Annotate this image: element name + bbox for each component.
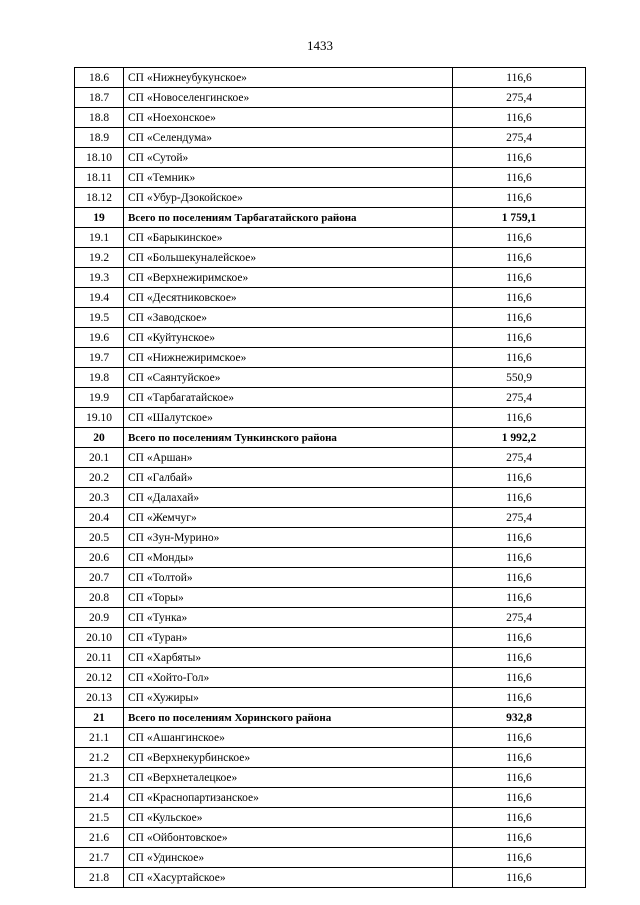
row-number-cell: 19.9 [75, 388, 124, 408]
settlement-name-cell: СП «Удинское» [124, 848, 453, 868]
row-number-cell: 21 [75, 708, 124, 728]
amount-cell: 1 992,2 [453, 428, 586, 448]
settlement-row [75, 568, 586, 588]
row-number-cell: 19.7 [75, 348, 124, 368]
settlement-name-cell: СП «Ойбонтовское» [124, 828, 453, 848]
row-number-cell: 19.4 [75, 288, 124, 308]
allocation-table [74, 67, 586, 888]
row-number-cell: 20.12 [75, 668, 124, 688]
row-number-cell: 18.11 [75, 168, 124, 188]
row-number-cell: 20.3 [75, 488, 124, 508]
row-number-cell: 20.11 [75, 648, 124, 668]
amount-cell: 116,6 [453, 748, 586, 768]
settlement-row [75, 848, 586, 868]
settlement-name-cell: СП «Хойто-Гол» [124, 668, 453, 688]
settlement-name-cell: СП «Ашангинское» [124, 728, 453, 748]
settlement-row [75, 648, 586, 668]
amount-cell: 116,6 [453, 308, 586, 328]
amount-cell: 116,6 [453, 848, 586, 868]
settlement-name-cell: СП «Барыкинское» [124, 228, 453, 248]
settlement-name-cell: СП «Далахай» [124, 488, 453, 508]
settlement-row [75, 348, 586, 368]
settlement-name-cell: СП «Саянтуйское» [124, 368, 453, 388]
settlement-name-cell: СП «Шалутское» [124, 408, 453, 428]
settlement-name-cell: СП «Аршан» [124, 448, 453, 468]
row-number-cell: 18.6 [75, 68, 124, 88]
row-number-cell: 21.8 [75, 868, 124, 888]
settlement-row [75, 68, 586, 88]
amount-cell: 116,6 [453, 588, 586, 608]
amount-cell: 116,6 [453, 188, 586, 208]
settlement-row [75, 408, 586, 428]
row-number-cell: 19.3 [75, 268, 124, 288]
row-number-cell: 21.7 [75, 848, 124, 868]
settlement-name-cell: СП «Куйтунское» [124, 328, 453, 348]
settlement-row [75, 728, 586, 748]
row-number-cell: 21.3 [75, 768, 124, 788]
settlement-row [75, 668, 586, 688]
amount-cell: 275,4 [453, 608, 586, 628]
amount-cell: 116,6 [453, 868, 586, 888]
settlement-name-cell: СП «Жемчуг» [124, 508, 453, 528]
settlement-row [75, 248, 586, 268]
amount-cell: 116,6 [453, 248, 586, 268]
row-number-cell: 18.12 [75, 188, 124, 208]
settlement-name-cell: Всего по поселениям Тункинского района [124, 428, 453, 448]
amount-cell: 116,6 [453, 528, 586, 548]
amount-cell: 116,6 [453, 488, 586, 508]
amount-cell: 116,6 [453, 268, 586, 288]
row-number-cell: 19.8 [75, 368, 124, 388]
row-number-cell: 19.1 [75, 228, 124, 248]
row-number-cell: 21.6 [75, 828, 124, 848]
settlement-name-cell: СП «Верхнеталецкое» [124, 768, 453, 788]
settlement-name-cell: СП «Хужиры» [124, 688, 453, 708]
row-number-cell: 18.9 [75, 128, 124, 148]
settlement-name-cell: СП «Заводское» [124, 308, 453, 328]
row-number-cell: 21.1 [75, 728, 124, 748]
amount-cell: 116,6 [453, 108, 586, 128]
settlement-row [75, 128, 586, 148]
amount-cell: 932,8 [453, 708, 586, 728]
amount-cell: 116,6 [453, 648, 586, 668]
settlement-name-cell: СП «Тарбагатайское» [124, 388, 453, 408]
row-number-cell: 19 [75, 208, 124, 228]
row-number-cell: 20.8 [75, 588, 124, 608]
settlement-row [75, 148, 586, 168]
settlement-row [75, 388, 586, 408]
amount-cell: 275,4 [453, 448, 586, 468]
settlement-name-cell: Всего по поселениям Хоринского района [124, 708, 453, 728]
settlement-row [75, 788, 586, 808]
settlement-row [75, 268, 586, 288]
settlement-name-cell: СП «Большекуналейское» [124, 248, 453, 268]
settlement-name-cell: СП «Селендума» [124, 128, 453, 148]
amount-cell: 116,6 [453, 148, 586, 168]
amount-cell: 116,6 [453, 348, 586, 368]
amount-cell: 116,6 [453, 828, 586, 848]
row-number-cell: 19.6 [75, 328, 124, 348]
amount-cell: 116,6 [453, 688, 586, 708]
row-number-cell: 20.13 [75, 688, 124, 708]
district-total-row [75, 428, 586, 448]
row-number-cell: 20.7 [75, 568, 124, 588]
row-number-cell: 20.10 [75, 628, 124, 648]
row-number-cell: 21.5 [75, 808, 124, 828]
settlement-name-cell: СП «Десятниковское» [124, 288, 453, 308]
settlement-row [75, 488, 586, 508]
row-number-cell: 21.2 [75, 748, 124, 768]
settlement-row [75, 588, 586, 608]
row-number-cell: 20.2 [75, 468, 124, 488]
table-body [75, 68, 586, 888]
amount-cell: 116,6 [453, 168, 586, 188]
settlement-name-cell: СП «Туран» [124, 628, 453, 648]
settlement-name-cell: СП «Тунка» [124, 608, 453, 628]
settlement-name-cell: СП «Хасуртайское» [124, 868, 453, 888]
settlement-name-cell: СП «Верхнекурбинское» [124, 748, 453, 768]
settlement-name-cell: СП «Кульское» [124, 808, 453, 828]
amount-cell: 275,4 [453, 88, 586, 108]
settlement-row [75, 328, 586, 348]
amount-cell: 116,6 [453, 788, 586, 808]
settlement-row [75, 228, 586, 248]
settlement-row [75, 108, 586, 128]
settlement-row [75, 188, 586, 208]
amount-cell: 1 759,1 [453, 208, 586, 228]
amount-cell: 116,6 [453, 408, 586, 428]
settlement-row [75, 868, 586, 888]
settlement-name-cell: СП «Торы» [124, 588, 453, 608]
amount-cell: 116,6 [453, 228, 586, 248]
row-number-cell: 18.7 [75, 88, 124, 108]
settlement-row [75, 828, 586, 848]
row-number-cell: 20.4 [75, 508, 124, 528]
settlement-name-cell: СП «Нижнежиримское» [124, 348, 453, 368]
amount-cell: 275,4 [453, 388, 586, 408]
settlement-name-cell: СП «Толтой» [124, 568, 453, 588]
amount-cell: 116,6 [453, 468, 586, 488]
settlement-name-cell: СП «Краснопартизанское» [124, 788, 453, 808]
settlement-row [75, 548, 586, 568]
settlement-row [75, 768, 586, 788]
row-number-cell: 20.5 [75, 528, 124, 548]
amount-cell: 116,6 [453, 288, 586, 308]
settlement-row [75, 688, 586, 708]
row-number-cell: 21.4 [75, 788, 124, 808]
settlement-name-cell: СП «Темник» [124, 168, 453, 188]
row-number-cell: 18.8 [75, 108, 124, 128]
row-number-cell: 19.2 [75, 248, 124, 268]
page-number: 1433 [307, 38, 333, 53]
amount-cell: 116,6 [453, 568, 586, 588]
row-number-cell: 20.1 [75, 448, 124, 468]
amount-cell: 116,6 [453, 808, 586, 828]
amount-cell: 116,6 [453, 628, 586, 648]
row-number-cell: 20 [75, 428, 124, 448]
settlement-name-cell: СП «Новоселенгинское» [124, 88, 453, 108]
settlement-row [75, 528, 586, 548]
row-number-cell: 19.5 [75, 308, 124, 328]
settlement-row [75, 288, 586, 308]
row-number-cell: 20.6 [75, 548, 124, 568]
settlement-row [75, 368, 586, 388]
amount-cell: 116,6 [453, 68, 586, 88]
amount-cell: 116,6 [453, 328, 586, 348]
settlement-name-cell: СП «Сутой» [124, 148, 453, 168]
settlement-name-cell: СП «Зун-Мурино» [124, 528, 453, 548]
settlement-row [75, 808, 586, 828]
amount-cell: 116,6 [453, 668, 586, 688]
row-number-cell: 20.9 [75, 608, 124, 628]
settlement-name-cell: СП «Ноехонское» [124, 108, 453, 128]
settlement-name-cell: Всего по поселениям Тарбагатайского района [124, 208, 453, 228]
settlement-row [75, 608, 586, 628]
settlement-name-cell: СП «Верхнежиримское» [124, 268, 453, 288]
settlement-row [75, 628, 586, 648]
amount-cell: 116,6 [453, 548, 586, 568]
district-total-row [75, 708, 586, 728]
settlement-row [75, 508, 586, 528]
settlement-row [75, 468, 586, 488]
row-number-cell: 18.10 [75, 148, 124, 168]
settlement-row [75, 308, 586, 328]
settlement-name-cell: СП «Галбай» [124, 468, 453, 488]
settlement-row [75, 448, 586, 468]
settlement-row [75, 748, 586, 768]
settlement-name-cell: СП «Убур-Дзокойское» [124, 188, 453, 208]
row-number-cell: 19.10 [75, 408, 124, 428]
amount-cell: 116,6 [453, 768, 586, 788]
settlement-name-cell: СП «Монды» [124, 548, 453, 568]
amount-cell: 275,4 [453, 508, 586, 528]
district-total-row [75, 208, 586, 228]
settlement-row [75, 168, 586, 188]
settlement-name-cell: СП «Харбяты» [124, 648, 453, 668]
amount-cell: 116,6 [453, 728, 586, 748]
settlement-name-cell: СП «Нижнеубукунское» [124, 68, 453, 88]
settlement-row [75, 88, 586, 108]
amount-cell: 550,9 [453, 368, 586, 388]
amount-cell: 275,4 [453, 128, 586, 148]
